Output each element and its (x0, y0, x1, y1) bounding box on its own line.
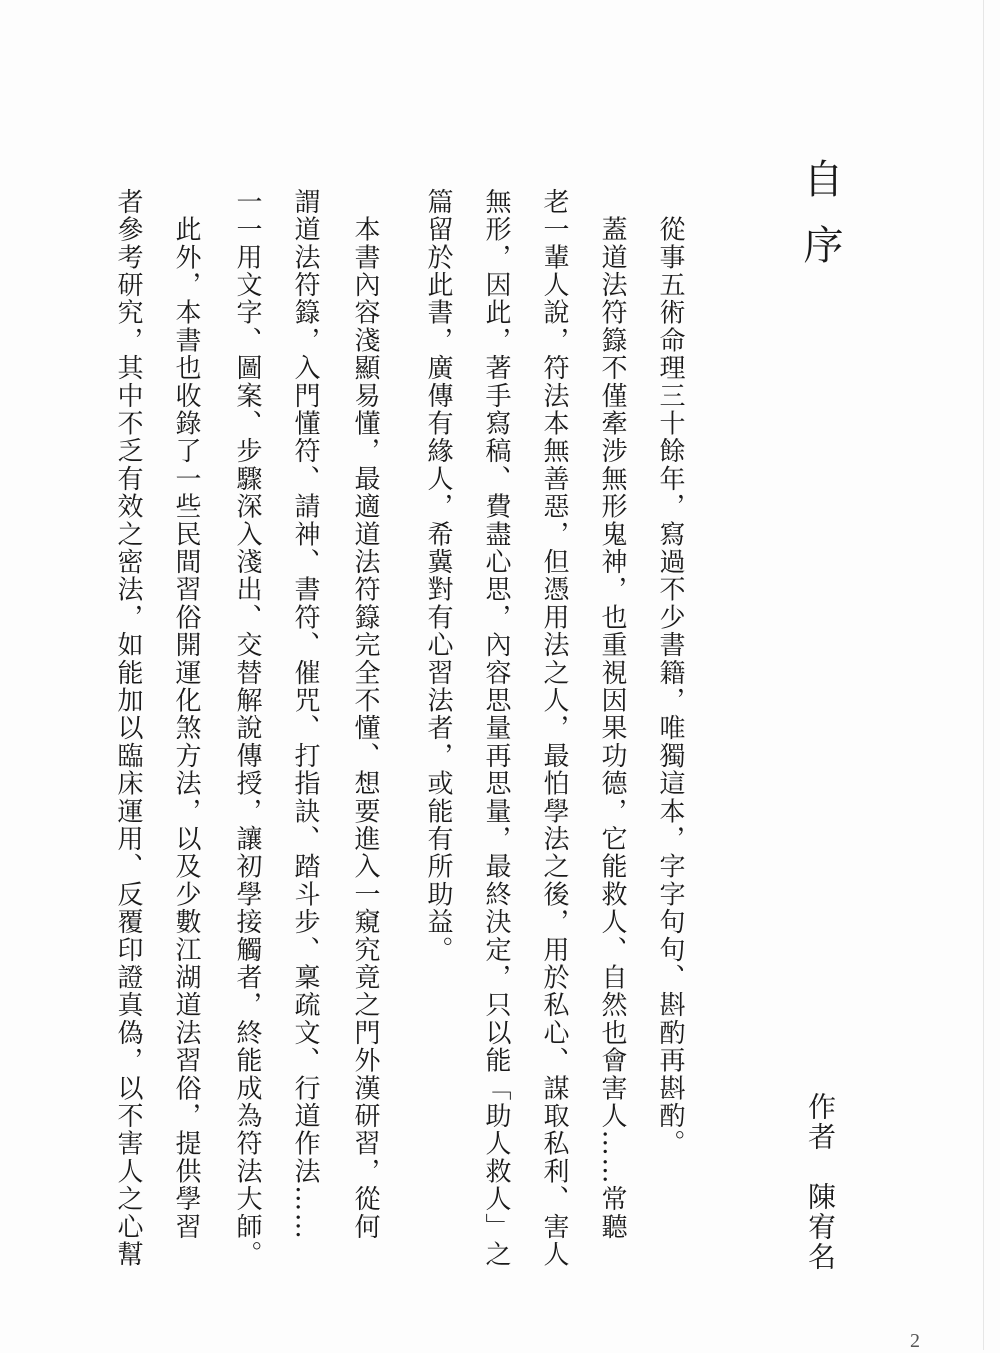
text-column: 此外，本書也收錄了一些民間習俗開運化煞方法，以及少數江湖道法習俗，提供學習 (171, 188, 201, 1241)
text-column: 從事五術命理三十餘年，寫過不少書籍，唯獨這本，字字句句、斟酌再斟酌。 (655, 188, 685, 1158)
author-signature: 作者 陳宥名 (804, 1092, 837, 1272)
text-column: 蓋道法符籙不僅牽涉無形鬼神，也重視因果功德，它能救人、自然也會害人……常聽 (597, 188, 627, 1241)
text-column: 無形，因此，著手寫稿、費盡心思，內容思量再思量，最終決定，只以能「助人救人」之 (481, 188, 511, 1269)
text-column: 一一用文字、圖案、步驟深入淺出、交替解說傳授，讓初學接觸者，終能成為符法大師。 (232, 188, 262, 1269)
text-column: 篇留於此書，廣傳有緣人，希冀對有心習法者，或能有所助益。 (423, 188, 453, 964)
text-column: 老一輩人說，符法本無善惡，但憑用法之人，最怕學法之後，用於私心、謀取私利、害人 (539, 188, 569, 1269)
scan-edge (983, 0, 984, 1350)
text-column: 者參考研究，其中不乏有效之密法，如能加以臨床運用、反覆印證真偽，以不害人之心幫 (113, 188, 143, 1269)
text-column: 謂道法符籙，入門懂符、請神、書符、催咒、打指訣、踏斗步、稟疏文、行道作法…… (290, 188, 320, 1241)
page-title: 自序 (797, 158, 843, 290)
page-number: 2 (910, 1330, 920, 1352)
text-column: 本書內容淺顯易懂，最適道法符籙完全不懂、想要進入一窺究竟之門外漢研習，從何 (350, 188, 380, 1241)
